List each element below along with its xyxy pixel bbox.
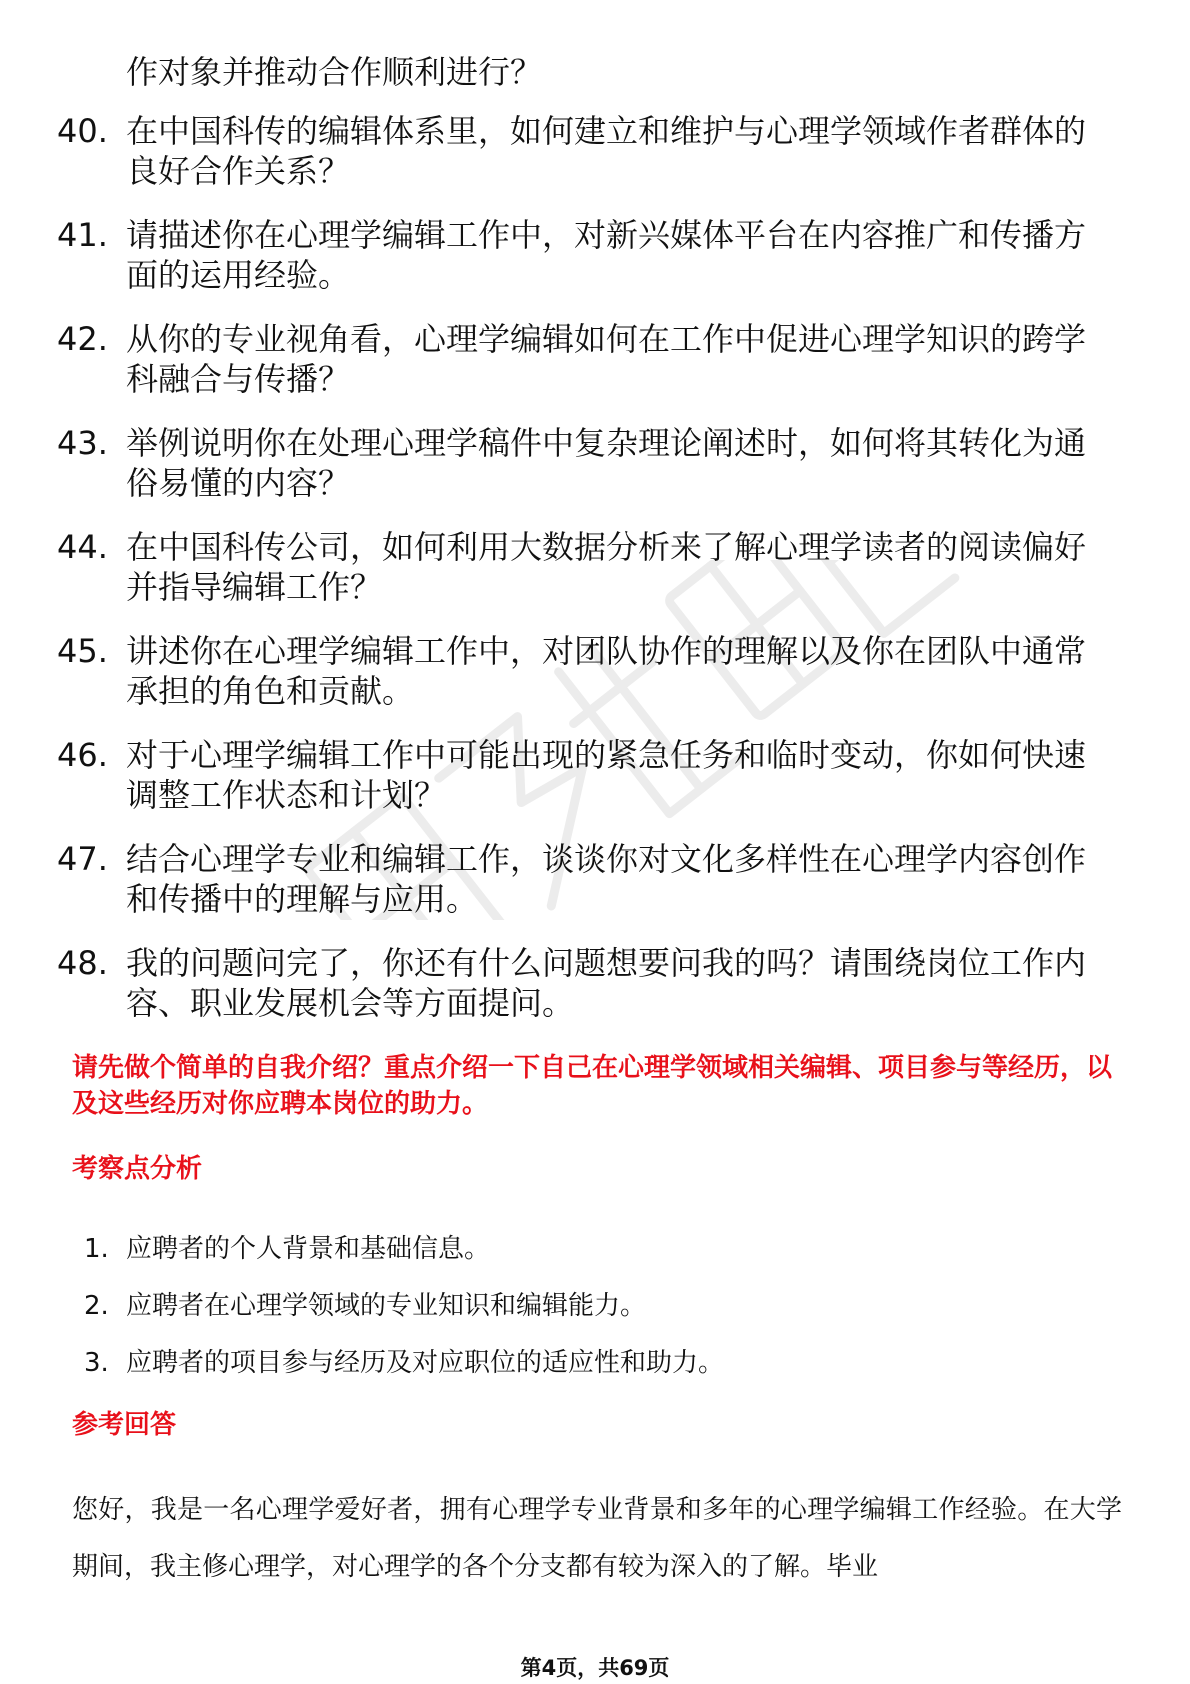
question-number: 45. bbox=[57, 632, 108, 670]
question-number: 42. bbox=[57, 320, 108, 358]
question-text: 从你的专业视角看，心理学编辑如何在工作中促进心理学知识的跨学科融合与传播？ bbox=[126, 320, 1087, 398]
analysis-item bbox=[84, 1232, 724, 1266]
question-text: 对于心理学编辑工作中可能出现的紧急任务和临时变动，你如何快速调整工作状态和计划？ bbox=[126, 736, 1087, 814]
page-number: 第4页，共69页 bbox=[520, 1656, 670, 1680]
question-item bbox=[57, 319, 1117, 399]
question-list bbox=[57, 111, 1117, 1047]
question-item bbox=[57, 943, 1117, 1023]
analysis-number: 3. bbox=[84, 1348, 109, 1378]
question-item bbox=[57, 527, 1117, 607]
question-item bbox=[57, 735, 1117, 815]
question-item bbox=[57, 631, 1117, 711]
question-item bbox=[57, 423, 1117, 503]
question-number: 46. bbox=[57, 736, 108, 774]
analysis-number: 2. bbox=[84, 1291, 109, 1321]
question-text: 我的问题问完了，你还有什么问题想要问我的吗？请围绕岗位工作内容、职业发展机会等方面提问。 bbox=[126, 944, 1087, 1022]
analysis-item bbox=[84, 1289, 724, 1323]
reference-answer-text: 您好，我是一名心理学爱好者，拥有心理学专业背景和多年的心理学编辑工作经验。在大学期间，我主修心理学，对心理学的各个分支都有较为深入的了解。毕业 bbox=[72, 1495, 1122, 1582]
analysis-text: 应聘者的项目参与经历及对应职位的适应性和助力。 bbox=[126, 1348, 725, 1378]
reference-heading: 参考回答 bbox=[72, 1410, 177, 1440]
question-continuation: 作对象并推动合作顺利进行？ bbox=[126, 53, 543, 91]
question-item bbox=[57, 215, 1117, 295]
analysis-text: 应聘者在心理学领域的专业知识和编辑能力。 bbox=[126, 1291, 647, 1321]
analysis-heading: 考察点分析 bbox=[72, 1154, 203, 1184]
featured-question: 请先做个简单的自我介绍？重点介绍一下自己在心理学领域相关编辑、项目参与等经历，以及这些经历对你应聘本岗位的助力。 bbox=[72, 1053, 1113, 1119]
question-number: 44. bbox=[57, 528, 108, 566]
question-text: 在中国科传公司，如何利用大数据分析来了解心理学读者的阅读偏好并指导编辑工作？ bbox=[126, 528, 1087, 606]
analysis-item bbox=[84, 1346, 724, 1380]
question-item bbox=[57, 839, 1117, 919]
question-item bbox=[57, 111, 1117, 191]
question-text: 结合心理学专业和编辑工作，谈谈你对文化多样性在心理学内容创作和传播中的理解与应用。 bbox=[126, 840, 1087, 918]
question-text: 举例说明你在处理心理学稿件中复杂理论阐述时，如何将其转化为通俗易懂的内容？ bbox=[126, 424, 1087, 502]
question-number: 41. bbox=[57, 216, 108, 254]
question-text: 在中国科传的编辑体系里，如何建立和维护与心理学领域作者群体的良好合作关系？ bbox=[126, 112, 1087, 190]
question-text: 讲述你在心理学编辑工作中，对团队协作的理解以及你在团队中通常承担的角色和贡献。 bbox=[126, 632, 1087, 710]
question-text: 请描述你在心理学编辑工作中，对新兴媒体平台在内容推广和传播方面的运用经验。 bbox=[126, 216, 1087, 294]
analysis-text: 应聘者的个人背景和基础信息。 bbox=[126, 1234, 491, 1264]
analysis-list bbox=[84, 1232, 724, 1403]
question-number: 43. bbox=[57, 424, 108, 462]
question-number: 40. bbox=[57, 112, 108, 150]
analysis-number: 1. bbox=[84, 1234, 109, 1264]
question-number: 48. bbox=[57, 944, 108, 982]
question-number: 47. bbox=[57, 840, 108, 878]
